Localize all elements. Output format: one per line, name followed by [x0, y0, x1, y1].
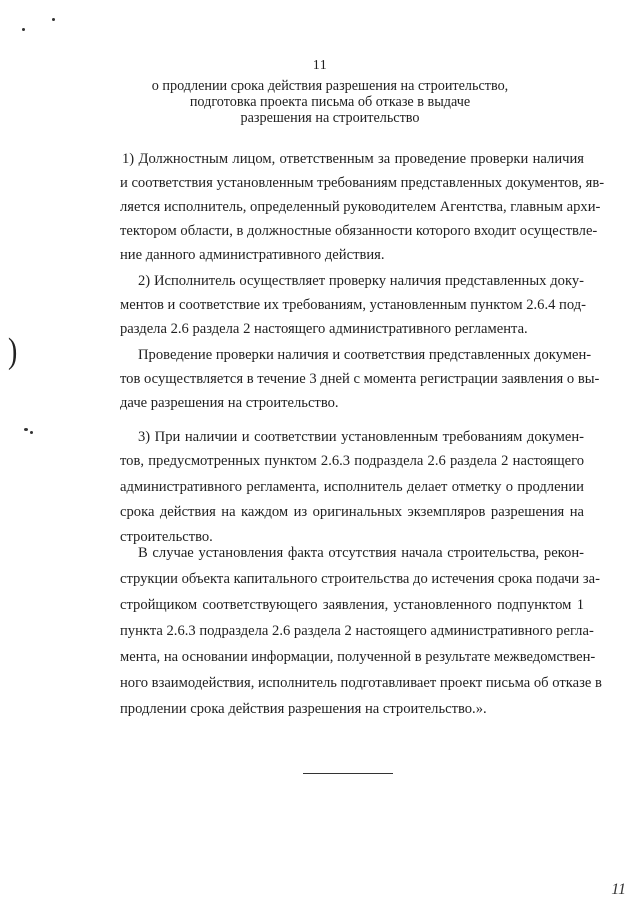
- body-line: ние данного административного действия.: [120, 247, 385, 263]
- body-line: продлении срока действия разрешения на строительство.».: [120, 701, 487, 717]
- body-line: тов, предусмотренных пунктом 2.6.3 подраздела 2.6 раздела 2 настоящего: [120, 453, 584, 469]
- body-line: ляется исполнитель, определенный руководителем Агентства, главным архи-: [120, 199, 601, 215]
- body-line: 1) Должностным лицом, ответственным за проведение проверки наличия: [122, 151, 584, 167]
- body-line: В случае установления факта отсутствия начала строительства, рекон-: [138, 545, 584, 561]
- body-line: тов осуществляется в течение 3 дней с момента регистрации заявления о вы-: [120, 371, 600, 387]
- section-heading: [120, 78, 540, 126]
- end-separator-line: [303, 773, 393, 774]
- body-line: стройщиком соответствующего заявления, установленного подпунктом 1: [120, 597, 584, 613]
- body-line: ментов и соответствие их требованиям, установленным пунктом 2.6.4 под-: [120, 297, 587, 313]
- body-line: пункта 2.6.3 подраздела 2.6 раздела 2 настоящего административного регла-: [120, 623, 594, 639]
- scan-speck: [22, 28, 25, 31]
- body-line: и соответствия установленным требованиям представленных документов, яв-: [120, 175, 605, 191]
- body-line: мента, на основании информации, полученной в результате межведомствен-: [120, 649, 596, 665]
- handwritten-page-mark: 11: [611, 881, 626, 898]
- scan-speck: [52, 18, 55, 21]
- body-line: струкции объекта капитального строительства до истечения срока подачи за-: [120, 571, 600, 587]
- scan-speck: [30, 431, 33, 434]
- body-line: раздела 2.6 раздела 2 настоящего административного регламента.: [120, 321, 528, 337]
- heading-line: о продлении срока действия разрешения на строительство,: [151, 78, 509, 94]
- heading-line: подготовка проекта письма об отказе в выдаче: [189, 94, 471, 110]
- scan-bracket-mark: ): [8, 331, 18, 372]
- body-line: административного регламента, исполнитель делает отметку о продлении: [120, 479, 584, 495]
- body-line: Проведение проверки наличия и соответствия представленных докумен-: [138, 347, 592, 363]
- body-line: строительство.: [120, 529, 213, 545]
- body-line: 2) Исполнитель осуществляет проверку наличия представленных доку-: [138, 273, 584, 289]
- body-line: даче разрешения на строительство.: [120, 395, 339, 411]
- body-line: ного взаимодействия, исполнитель подготавливает проект письма об отказе в: [120, 675, 602, 691]
- page-number: 11: [312, 58, 328, 73]
- body-line: срока действия на каждом из оригинальных экземпляров разрешения на: [120, 504, 584, 520]
- heading-line: разрешения на строительство: [240, 110, 420, 126]
- body-line: тектором области, в должностные обязанности которого входит осуществле-: [120, 223, 598, 239]
- scan-speck: [24, 428, 28, 431]
- body-line: 3) При наличии и соответствии установленным требованиям докумен-: [138, 429, 584, 445]
